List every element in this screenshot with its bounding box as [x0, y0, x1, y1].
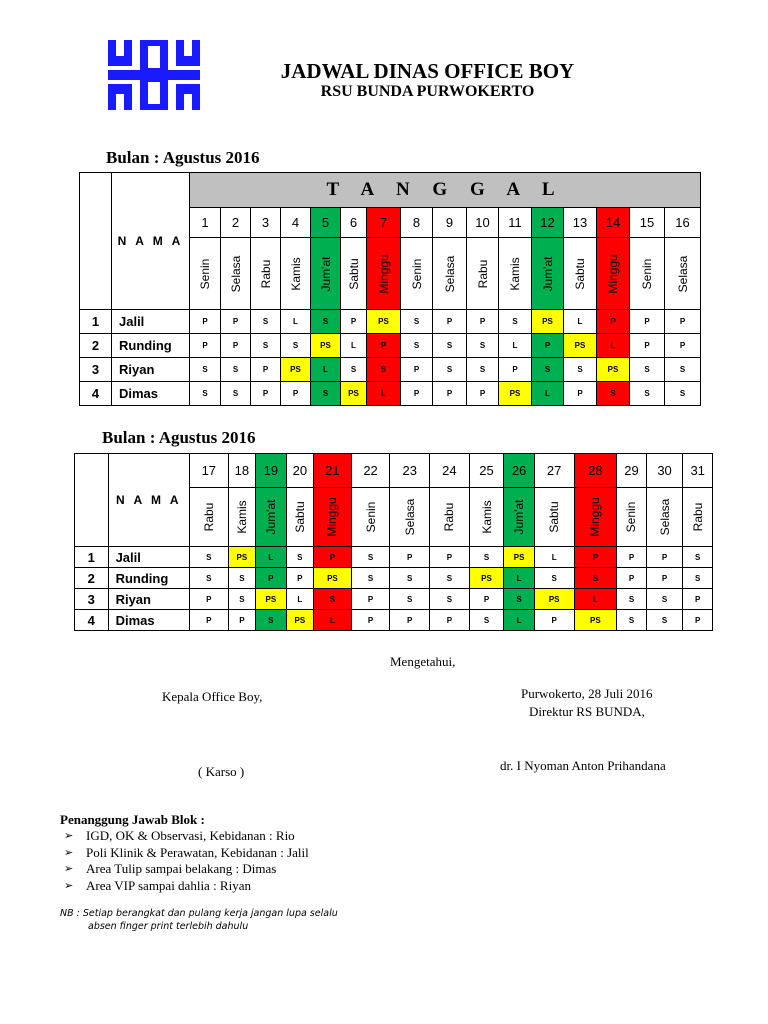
shift-cell: S: [574, 568, 617, 589]
day-number: 19: [256, 454, 287, 488]
shift-cell: P: [597, 310, 630, 334]
day-number: 22: [351, 454, 390, 488]
shift-cell: S: [630, 382, 665, 406]
day-number: 9: [433, 208, 467, 238]
shift-cell: P: [430, 547, 470, 568]
shift-cell: S: [314, 589, 352, 610]
shift-cell: S: [351, 568, 390, 589]
shift-cell: S: [189, 568, 228, 589]
staff-name: Dimas: [108, 610, 189, 631]
shift-cell: PS: [574, 610, 617, 631]
shift-cell: PS: [311, 334, 341, 358]
shift-cell: S: [683, 547, 713, 568]
nama-header: N A M A: [112, 173, 190, 310]
day-number: 20: [286, 454, 313, 488]
shift-cell: S: [228, 589, 255, 610]
shift-cell: S: [311, 310, 341, 334]
day-name: Kamis: [499, 238, 532, 310]
note: [60, 907, 338, 933]
day-name: Selasa: [221, 238, 251, 310]
shift-cell: S: [564, 358, 597, 382]
shift-cell: S: [367, 358, 401, 382]
shift-cell: L: [314, 610, 352, 631]
shift-cell: P: [665, 334, 701, 358]
shift-cell: P: [286, 568, 313, 589]
table-row: [75, 547, 713, 568]
shift-cell: S: [256, 610, 287, 631]
day-name: Minggu: [367, 238, 401, 310]
day-number: 31: [683, 454, 713, 488]
shift-cell: PS: [281, 358, 311, 382]
table-row: [75, 589, 713, 610]
shift-cell: S: [221, 358, 251, 382]
kepala-title: Kepala Office Boy,: [162, 689, 263, 704]
nama-header: N A M A: [108, 454, 189, 547]
shift-cell: P: [430, 610, 470, 631]
shift-cell: PS: [469, 568, 504, 589]
shift-cell: S: [351, 547, 390, 568]
row-number: 1: [75, 547, 109, 568]
day-name: Senin: [351, 488, 390, 547]
shift-cell: S: [433, 358, 467, 382]
day-number: 21: [314, 454, 352, 488]
shift-cell: L: [286, 589, 313, 610]
shift-cell: P: [646, 547, 683, 568]
shift-cell: PS: [564, 334, 597, 358]
staff-name: Jalil: [112, 310, 190, 334]
staff-name: Riyan: [112, 358, 190, 382]
shift-cell: P: [617, 547, 647, 568]
day-name: Sabtu: [564, 238, 597, 310]
arrow-bullet-icon: ➢: [64, 846, 74, 859]
note-line-2: absen finger print terlebih dahulu: [88, 921, 249, 932]
day-number: 4: [281, 208, 311, 238]
day-name: Kamis: [469, 488, 504, 547]
day-name: Kamis: [228, 488, 255, 547]
table-row: [80, 382, 701, 406]
day-name: Minggu: [314, 488, 352, 547]
shift-cell: PS: [314, 568, 352, 589]
shift-cell: S: [190, 382, 221, 406]
shift-cell: S: [617, 589, 647, 610]
shift-cell: P: [630, 310, 665, 334]
shift-cell: P: [646, 568, 683, 589]
day-name: Selasa: [390, 488, 430, 547]
note-line-1: NB : Setiap berangkat dan pulang kerja jangan lupa selalu: [60, 908, 338, 919]
shift-cell: P: [534, 610, 574, 631]
day-name: Jum'at: [311, 238, 341, 310]
shift-cell: PS: [534, 589, 574, 610]
table-row: [80, 310, 701, 334]
day-name: Senin: [401, 238, 433, 310]
direktur-name: dr. I Nyoman Anton Prihandana: [500, 758, 666, 773]
shift-cell: S: [430, 568, 470, 589]
day-name: Jum'at: [504, 488, 535, 547]
shift-cell: S: [390, 589, 430, 610]
shift-cell: PS: [367, 310, 401, 334]
day-name: Senin: [190, 238, 221, 310]
shift-cell: S: [683, 568, 713, 589]
shift-cell: S: [281, 334, 311, 358]
day-number: 10: [467, 208, 499, 238]
shift-cell: PS: [499, 382, 532, 406]
shift-cell: P: [189, 610, 228, 631]
penanggung-jawab-title: Penanggung Jawab Blok :: [60, 812, 205, 827]
staff-name: Runding: [112, 334, 190, 358]
day-number: 29: [617, 454, 647, 488]
shift-cell: PS: [286, 610, 313, 631]
day-number: 18: [228, 454, 255, 488]
shift-cell: L: [504, 568, 535, 589]
staff-name: Riyan: [108, 589, 189, 610]
day-number: 27: [534, 454, 574, 488]
day-name: Rabu: [251, 238, 281, 310]
row-number-header: [75, 454, 109, 547]
shift-cell: P: [665, 310, 701, 334]
day-number: 3: [251, 208, 281, 238]
shift-cell: P: [564, 382, 597, 406]
rsu-bunda-logo: [108, 40, 200, 110]
shift-cell: S: [504, 589, 535, 610]
list-item: ➢ Area Tulip sampai belakang : Dimas: [64, 861, 277, 876]
shift-cell: S: [311, 382, 341, 406]
shift-cell: P: [390, 610, 430, 631]
day-name: Rabu: [430, 488, 470, 547]
day-name: Sabtu: [286, 488, 313, 547]
shift-cell: P: [367, 334, 401, 358]
shift-cell: P: [251, 382, 281, 406]
shift-cell: S: [469, 547, 504, 568]
shift-cell: P: [574, 547, 617, 568]
shift-cell: P: [190, 310, 221, 334]
shift-cell: S: [228, 568, 255, 589]
shift-cell: P: [341, 310, 367, 334]
shift-cell: P: [433, 310, 467, 334]
shift-cell: S: [433, 334, 467, 358]
shift-cell: S: [401, 310, 433, 334]
month-label-2: Bulan : Agustus 2016: [102, 428, 256, 447]
day-name: Rabu: [683, 488, 713, 547]
shift-cell: S: [499, 310, 532, 334]
shift-cell: PS: [504, 547, 535, 568]
day-number: 14: [597, 208, 630, 238]
shift-cell: S: [467, 334, 499, 358]
shift-cell: P: [221, 310, 251, 334]
day-number: 24: [430, 454, 470, 488]
day-name: Minggu: [574, 488, 617, 547]
table-row: [75, 610, 713, 631]
day-number: 13: [564, 208, 597, 238]
shift-cell: P: [351, 589, 390, 610]
shift-cell: L: [504, 610, 535, 631]
shift-cell: P: [401, 358, 433, 382]
day-name: Kamis: [281, 238, 311, 310]
document-title: JADWAL DINAS OFFICE BOY: [280, 59, 575, 83]
shift-cell: L: [532, 382, 564, 406]
shift-cell: P: [390, 547, 430, 568]
day-number: 30: [646, 454, 683, 488]
shift-cell: S: [532, 358, 564, 382]
day-number: 12: [532, 208, 564, 238]
shift-cell: PS: [341, 382, 367, 406]
shift-cell: S: [597, 382, 630, 406]
shift-cell: L: [564, 310, 597, 334]
row-number: 2: [80, 334, 112, 358]
arrow-bullet-icon: ➢: [64, 879, 74, 892]
day-number: 11: [499, 208, 532, 238]
day-name: Jum'at: [256, 488, 287, 547]
day-name: Selasa: [665, 238, 701, 310]
day-number: 2: [221, 208, 251, 238]
list-item: ➢ IGD, OK & Observasi, Kebidanan : Rio: [64, 828, 295, 843]
shift-cell: S: [534, 568, 574, 589]
shift-cell: S: [401, 334, 433, 358]
shift-cell: S: [390, 568, 430, 589]
shift-cell: P: [228, 610, 255, 631]
shift-cell: L: [256, 547, 287, 568]
shift-cell: P: [630, 334, 665, 358]
shift-cell: S: [221, 382, 251, 406]
staff-name: Runding: [108, 568, 189, 589]
day-number: 7: [367, 208, 401, 238]
shift-cell: L: [367, 382, 401, 406]
month-label-1: Bulan : Agustus 2016: [106, 148, 260, 167]
day-name: Sabtu: [534, 488, 574, 547]
shift-cell: P: [683, 610, 713, 631]
table-row: [80, 334, 701, 358]
day-name: Minggu: [597, 238, 630, 310]
shift-cell: PS: [228, 547, 255, 568]
shift-cell: P: [617, 568, 647, 589]
shift-cell: L: [597, 334, 630, 358]
shift-cell: P: [314, 547, 352, 568]
shift-cell: P: [401, 382, 433, 406]
day-number: 1: [190, 208, 221, 238]
shift-cell: P: [281, 382, 311, 406]
shift-cell: S: [617, 610, 647, 631]
list-item: ➢ Area VIP sampai dahlia : Riyan: [64, 877, 251, 893]
shift-cell: PS: [597, 358, 630, 382]
row-number: 4: [80, 382, 112, 406]
day-name: Jum'at: [532, 238, 564, 310]
day-number: 16: [665, 208, 701, 238]
shift-cell: S: [190, 358, 221, 382]
row-number-header: [80, 173, 112, 310]
shift-cell: S: [469, 610, 504, 631]
day-name: Sabtu: [341, 238, 367, 310]
shift-cell: P: [221, 334, 251, 358]
shift-cell: P: [469, 589, 504, 610]
schedule-table-1: [79, 172, 701, 406]
day-name: Selasa: [646, 488, 683, 547]
mengetahui-label: Mengetahui,: [390, 654, 456, 669]
shift-cell: P: [251, 358, 281, 382]
shift-cell: P: [683, 589, 713, 610]
penanggung-jawab-list: [62, 828, 309, 894]
shift-cell: L: [499, 334, 532, 358]
shift-cell: S: [251, 310, 281, 334]
day-number: 8: [401, 208, 433, 238]
row-number: 4: [75, 610, 109, 631]
shift-cell: S: [286, 547, 313, 568]
day-number: 6: [341, 208, 367, 238]
document-subtitle: RSU BUNDA PURWOKERTO: [320, 83, 535, 100]
shift-cell: S: [665, 358, 701, 382]
day-name: Rabu: [467, 238, 499, 310]
day-name: Selasa: [433, 238, 467, 310]
shift-cell: P: [256, 568, 287, 589]
shift-cell: S: [646, 589, 683, 610]
shift-cell: S: [665, 382, 701, 406]
day-number: 25: [469, 454, 504, 488]
kepala-name: ( Karso ): [198, 764, 245, 779]
day-number: 28: [574, 454, 617, 488]
table-row: [75, 568, 713, 589]
shift-cell: PS: [256, 589, 287, 610]
shift-cell: P: [189, 589, 228, 610]
day-name: Rabu: [189, 488, 228, 547]
shift-cell: P: [433, 382, 467, 406]
shift-cell: P: [532, 334, 564, 358]
day-name: Senin: [630, 238, 665, 310]
tanggal-header: T A N G G A L: [190, 173, 701, 208]
row-number: 3: [75, 589, 109, 610]
day-number: 23: [390, 454, 430, 488]
schedule-table-2: [74, 453, 713, 631]
shift-cell: S: [189, 547, 228, 568]
shift-cell: P: [190, 334, 221, 358]
shift-cell: PS: [532, 310, 564, 334]
shift-cell: S: [341, 358, 367, 382]
shift-cell: P: [467, 310, 499, 334]
arrow-bullet-icon: ➢: [64, 830, 74, 842]
day-number: 26: [504, 454, 535, 488]
shift-cell: L: [534, 547, 574, 568]
row-number: 2: [75, 568, 109, 589]
shift-cell: L: [574, 589, 617, 610]
shift-cell: S: [430, 589, 470, 610]
day-number: 5: [311, 208, 341, 238]
shift-cell: L: [281, 310, 311, 334]
row-number: 1: [80, 310, 112, 334]
table-row: [80, 358, 701, 382]
day-number: 15: [630, 208, 665, 238]
place-date: Purwokerto, 28 Juli 2016: [521, 686, 653, 701]
arrow-bullet-icon: ➢: [64, 863, 74, 875]
shift-cell: S: [630, 358, 665, 382]
day-name: Senin: [617, 488, 647, 547]
staff-name: Dimas: [112, 382, 190, 406]
day-number: 17: [189, 454, 228, 488]
shift-cell: P: [467, 382, 499, 406]
shift-cell: S: [251, 334, 281, 358]
shift-cell: S: [467, 358, 499, 382]
shift-cell: S: [646, 610, 683, 631]
list-item: ➢ Poli Klinik & Perawatan, Kebidanan : Jalil: [64, 844, 309, 860]
shift-cell: P: [351, 610, 390, 631]
row-number: 3: [80, 358, 112, 382]
shift-cell: L: [311, 358, 341, 382]
shift-cell: P: [499, 358, 532, 382]
shift-cell: L: [341, 334, 367, 358]
staff-name: Jalil: [108, 547, 189, 568]
direktur-title: Direktur RS BUNDA,: [529, 704, 645, 719]
